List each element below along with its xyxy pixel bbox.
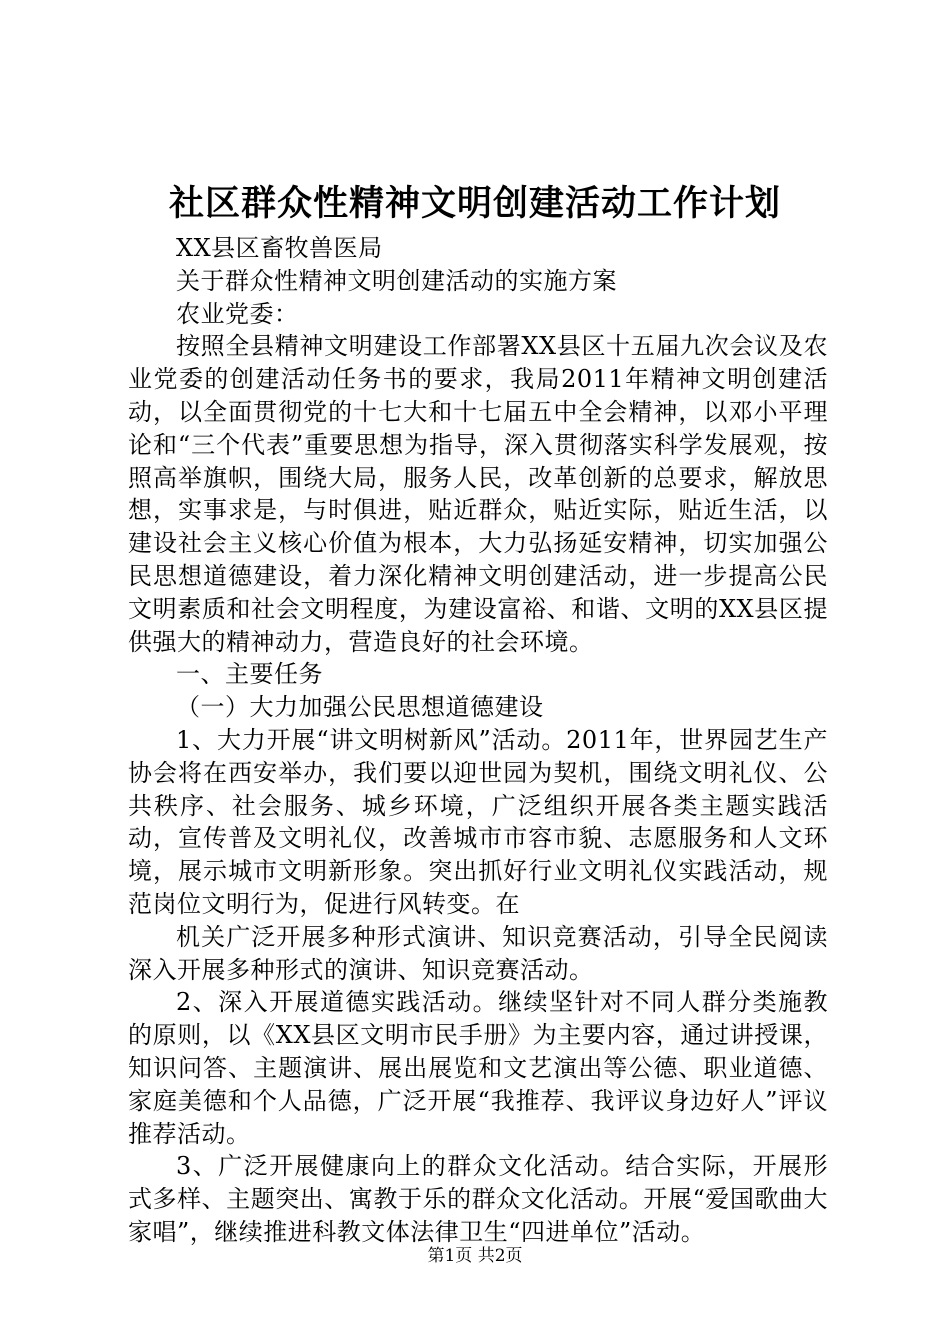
- page-number-footer: 第1页 共2页: [427, 1246, 523, 1266]
- section-heading: 一、主要任务: [176, 660, 323, 689]
- paragraph-item-1: 1、大力开展“讲文明树新风”活动。2011年，世界园艺生产协会将在西安举办，我们要以迎世园为契机，围绕文明礼仪、公共秩序、社会服务、城乡环境，广泛组织开展各类主题实践活动，宣传普及文明礼仪，改善城市市容市貌、志愿服务和人文环境，展示城市文明新形象。突出抓好行业文明礼仪实践活动，规范岗位文明行为，促进行风转变。在: [128, 725, 828, 918]
- paragraph-intro: 按照全县精神文明建设工作部署XX县区十五届九次会议及农业党委的创建活动任务书的要求，我局2011年精神文明创建活动，以全面贯彻党的十七大和十七届五中全会精神，以邓小平理论和“三个代表”重要思想为指导，深入贯彻落实科学发展观，按照高举旗帜，围绕大局，服务人民，改革创新的总要求，解放思想，实事求是，与时俱进，贴近群众，贴近实际，贴近生活，以建设社会主义核心价值为根本，大力弘扬延安精神，切实加强公民思想道德建设，着力深化精神文明创建活动，进一步提高公民文明素质和社会文明程度，为建设富裕、和谐、文明的XX县区提供强大的精神动力，营造良好的社会环境。: [128, 332, 828, 656]
- paragraph-item-1-continued: 机关广泛开展多种形式演讲、知识竞赛活动，引导全民阅读深入开展多种形式的演讲、知识竞赛活动。: [128, 922, 828, 984]
- document-body: [128, 232, 828, 1249]
- paragraph-recipient: 农业党委：: [176, 299, 299, 328]
- paragraph-organization: XX县区畜牧兽医局: [176, 234, 383, 262]
- page-title: 社区群众性精神文明创建活动工作计划: [168, 183, 781, 224]
- paragraph-item-3: 3、广泛开展健康向上的群众文化活动。结合实际，开展形式多样、主题突出、寓教于乐的群众文化活动。开展“爱国歌曲大家唱”，继续推进科教文体法律卫生“四进单位”活动。: [128, 1152, 828, 1246]
- subsection-heading: （一）大力加强公民思想道德建设: [176, 693, 544, 722]
- paragraph-subject: 关于群众性精神文明创建活动的实施方案: [176, 266, 617, 295]
- paragraph-item-2: 2、深入开展道德实践活动。继续坚针对不同人群分类施教的原则，以《XX县区文明市民手册》为主要内容，通过讲授课，知识问答、主题演讲、展出展览和文艺演出等公德、职业道德、家庭美德和个人品德，广泛开展“我推荐、我评议身边好人”评议推荐活动。: [128, 988, 828, 1148]
